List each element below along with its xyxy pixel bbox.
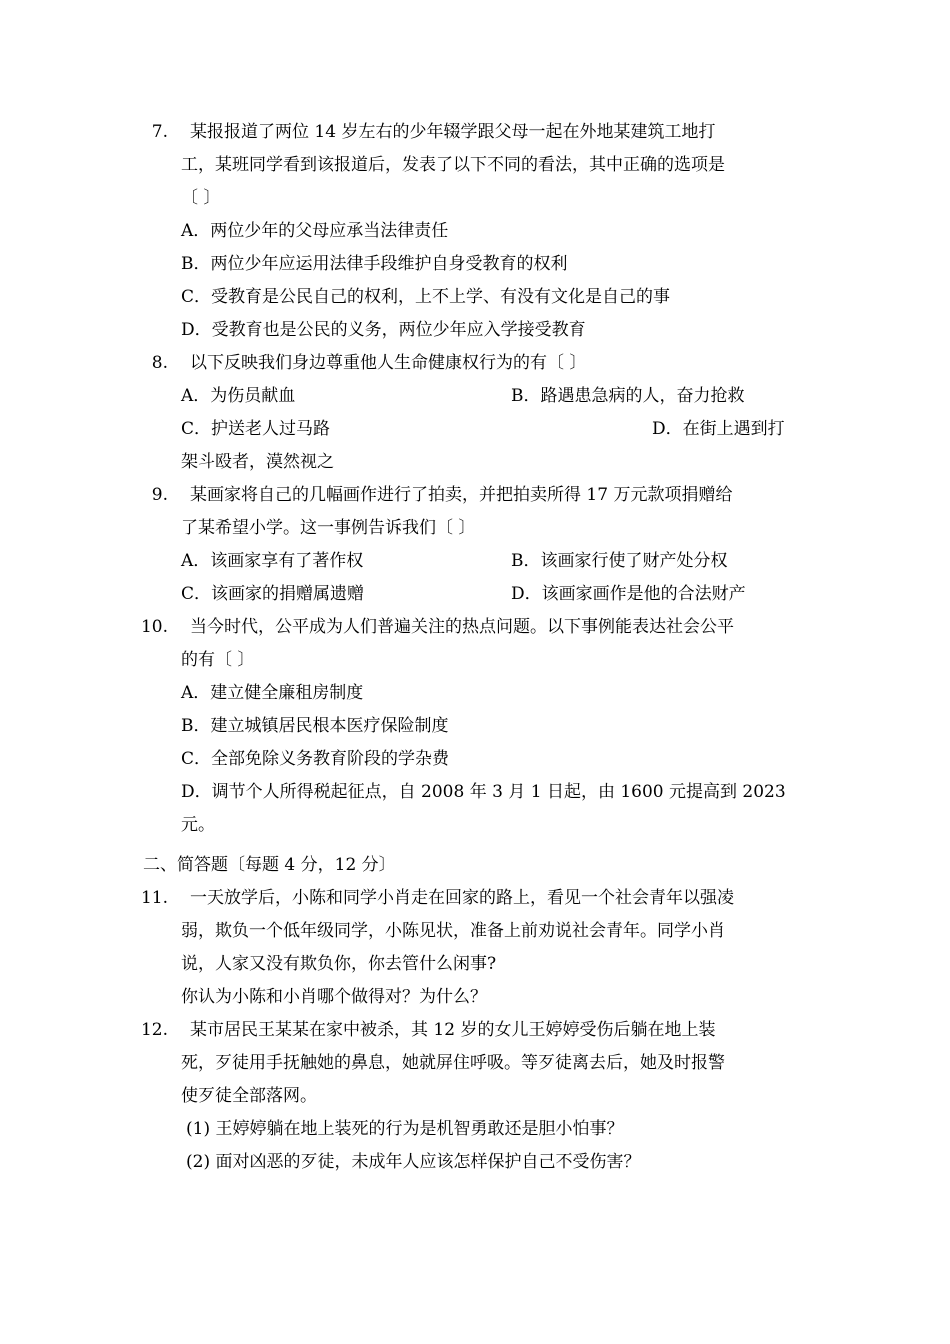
question-text: 的有〔 〕	[181, 650, 255, 670]
sub-question-1: (1) 王婷婷躺在地上装死的行为是机智勇敢还是胆小怕事？	[186, 1119, 624, 1139]
option-b: B．两位少年应运用法律手段维护自身受教育的权利	[181, 254, 568, 274]
option-d: D．该画家画作是他的合法财产	[511, 584, 746, 604]
option-b: B．建立城镇居民根本医疗保险制度	[181, 716, 449, 736]
option-c: C．全部免除义务教育阶段的学杂费	[181, 749, 450, 769]
option-d-continued: 元。	[181, 815, 215, 835]
option-a: A．建立健全廉租房制度	[181, 683, 364, 703]
option-d: D．在街上遇到打	[652, 419, 785, 439]
answer-bracket: 〔 〕	[181, 188, 221, 208]
question-text: 某报报道了两位 14 岁左右的少年辍学跟父母一起在外地某建筑工地打	[190, 122, 716, 142]
question-number: 11.	[140, 888, 168, 908]
option-c: C．该画家的捐赠属遗赠	[181, 584, 365, 604]
question-number: 9.	[151, 485, 168, 505]
question-text: 死，歹徒用手抚触她的鼻息，她就屏住呼吸。等歹徒离去后，她及时报警	[181, 1053, 725, 1073]
question-text: 使歹徒全部落网。	[181, 1086, 317, 1106]
option-c: C．受教育是公民自己的权利，上不上学、有没有文化是自己的事	[181, 287, 671, 307]
option-b: B．该画家行使了财产处分权	[511, 551, 728, 571]
question-text: 说，人家又没有欺负你，你去管什么闲事?	[181, 954, 497, 974]
question-text: 弱，欺负一个低年级同学，小陈见状，准备上前劝说社会青年。同学小肖	[181, 921, 725, 941]
option-b: B．路遇患急病的人，奋力抢救	[511, 386, 745, 406]
option-a: A．为伤员献血	[181, 386, 296, 406]
question-text: 某画家将自己的几幅画作进行了拍卖，并把拍卖所得 17 万元款项捐赠给	[190, 485, 733, 505]
question-text: 当今时代，公平成为人们普遍关注的热点问题。以下事例能表达社会公平	[190, 617, 734, 637]
option-a: A．两位少年的父母应承当法律责任	[181, 221, 449, 241]
option-d: D．受教育也是公民的义务，两位少年应入学接受教育	[181, 320, 586, 340]
question-text: 以下反映我们身边尊重他人生命健康权行为的有〔 〕	[190, 353, 587, 373]
option-d: D．调节个人所得税起征点，自 2008 年 3 月 1 日起，由 1600 元提高到 2023	[181, 782, 786, 802]
question-text: 工，某班同学看到该报道后，发表了以下不同的看法，其中正确的选项是	[181, 155, 725, 175]
option-a: A．该画家享有了著作权	[181, 551, 364, 571]
question-number: 7.	[151, 122, 168, 142]
section-heading: 二、简答题〔每题 4 分，12 分〕	[143, 855, 396, 875]
sub-question-2: (2) 面对凶恶的歹徒，未成年人应该怎样保护自己不受伤害？	[186, 1152, 641, 1172]
question-number: 10.	[140, 617, 168, 637]
question-text: 了某希望小学。这一事例告诉我们〔 〕	[181, 518, 476, 538]
question-text: 某市居民王某某在家中被杀，其 12 岁的女儿王婷婷受伤后躺在地上装	[190, 1020, 716, 1040]
option-c: C．护送老人过马路	[181, 419, 331, 439]
option-d-continued: 架斗殴者，漠然视之	[181, 452, 334, 472]
question-prompt: 你认为小陈和小肖哪个做得对？为什么？	[181, 987, 487, 1007]
question-text: 一天放学后，小陈和同学小肖走在回家的路上，看见一个社会青年以强凌	[190, 888, 734, 908]
question-number: 8.	[151, 353, 168, 373]
question-number: 12.	[140, 1020, 168, 1040]
